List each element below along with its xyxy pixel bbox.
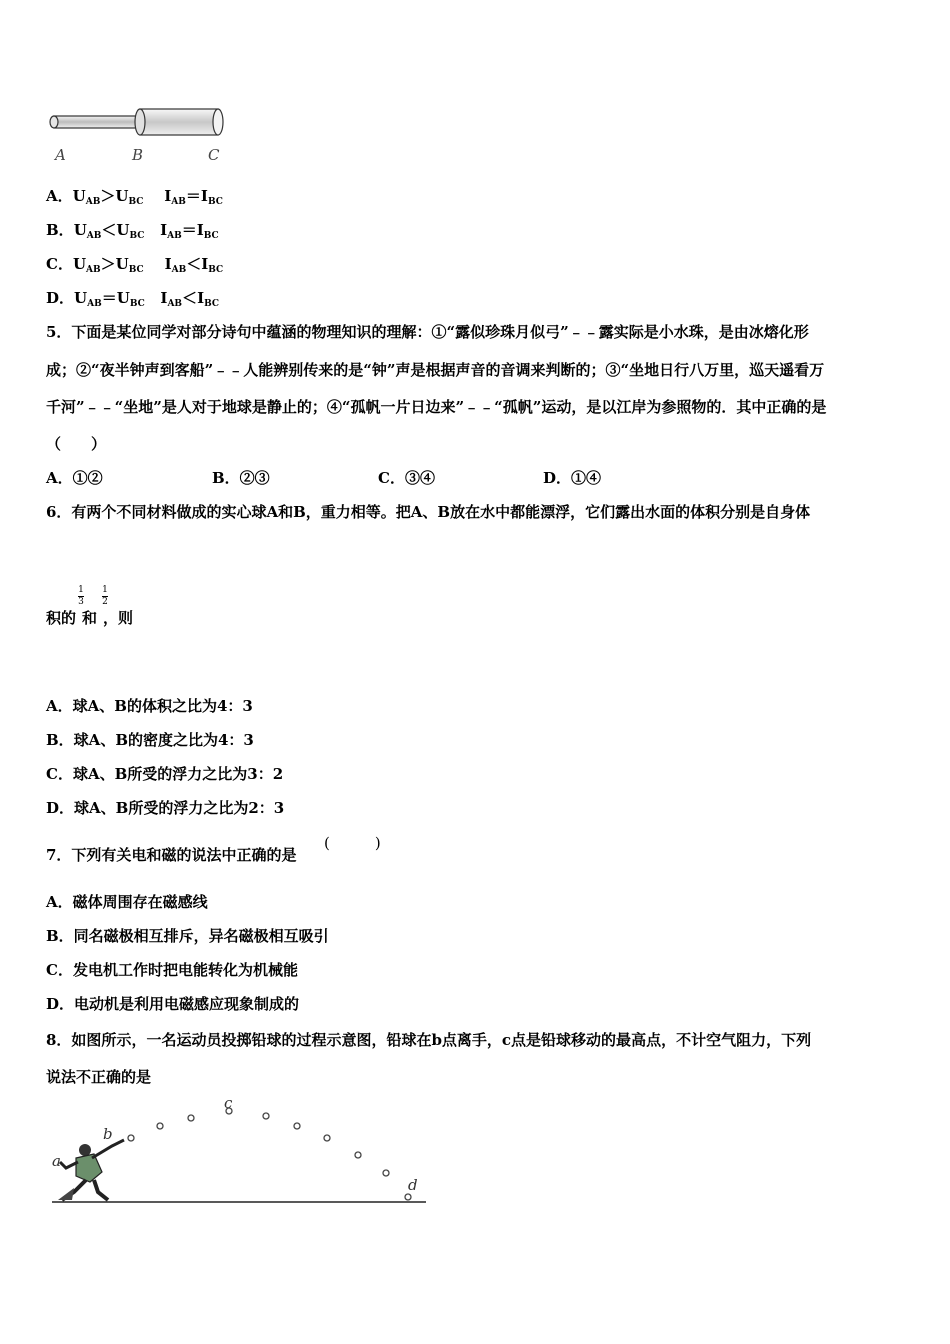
q5-answer-paren: （ ）: [46, 435, 107, 453]
ball-point: [157, 1123, 163, 1129]
shot-trajectory: [128, 1108, 411, 1200]
q6-option-b: B．球A、B的密度之比为4：3: [46, 731, 254, 749]
wire-label-a: A: [55, 146, 66, 164]
ball-point: [383, 1170, 389, 1176]
q8-stem-line-1: 8．如图所示，一名运动员投掷铅球的过程示意图，铅球在b点离手，c点是铅球移动的最高点，不计空气阻力，下列: [46, 1031, 812, 1049]
q6-stem-line-1: 6．有两个不同材料做成的实心球A和B，重力相等。把A、B放在水中都能漂浮，它们露出水面的体积分别是自身体: [46, 503, 811, 521]
q5-stem-line-2: 成；②“夜半钟声到客船”﹣﹣人能辨别传来的是“钟”声是根据声音的音调来判断的；③“坐地日行八万里，巡天遥看万: [46, 361, 825, 379]
point-label-b: b: [103, 1125, 113, 1143]
ball-point: [324, 1135, 330, 1141]
wire-thin-end: [50, 116, 58, 128]
q5-stem-line-1: 5．下面是某位同学对部分诗句中蕴涵的物理知识的理解：①“露似珍珠月似弓”﹣﹣露实际是小水珠，是由冰熔化形: [46, 323, 809, 341]
ball-point: [355, 1152, 361, 1158]
q8-stem-line-2: 说法不正确的是: [46, 1068, 152, 1086]
q7-answer-paren: ( ): [324, 834, 381, 852]
wire-label-b: B: [132, 146, 144, 164]
q6-option-d: D．球A、B所受的浮力之比为2：3: [46, 799, 285, 817]
q5-option-d: D．①④: [543, 469, 602, 487]
ball-point: [188, 1115, 194, 1121]
wire-thin-segment: [54, 116, 140, 128]
q5-option-b: B．②③: [212, 469, 270, 487]
q6-fraction-1: 1 3: [78, 585, 84, 607]
point-label-c: c: [224, 1094, 233, 1112]
point-label-a: a: [52, 1152, 61, 1170]
shot-put-figure: [46, 1092, 436, 1210]
q6-fraction-2: 1 2: [102, 585, 108, 607]
q7-stem: 7．下列有关电和磁的说法中正确的是: [46, 846, 297, 864]
q7-option-c: C．发电机工作时把电能转化为机械能: [46, 961, 298, 979]
q4-option-c: C．$U_{AB}>U_{BC}$ $I_{AB}<I_{BC}$: [46, 255, 224, 275]
wire-thick-end-left: [135, 109, 145, 135]
q4-option-a: A．$U_{AB}>U_{BC}$ $I_{AB}=I_{BC}$: [46, 187, 223, 207]
q7-option-a: A．磁体周围存在磁感线: [46, 893, 208, 911]
q6-option-c: C．球A、B所受的浮力之比为3：2: [46, 765, 284, 783]
q4-option-d: D．$U_{AB}=U_{BC}$ $I_{AB}<I_{BC}$: [46, 289, 220, 309]
wire-label-c: C: [208, 146, 220, 164]
wire-figure: [46, 104, 236, 144]
ball-point: [263, 1113, 269, 1119]
q6-stem-line-2: 积的 和 ，则: [46, 609, 134, 627]
wire-thick-segment: [140, 109, 218, 135]
q5-stem-line-3: 千河”﹣﹣“坐地”是人对于地球是静止的；④“孤帆一片日边来”﹣﹣“孤帆”运动，是以江岸为参照物的．其中正确的是: [46, 398, 827, 416]
q5-option-a: A．①②: [46, 469, 103, 487]
point-label-d: d: [408, 1176, 418, 1194]
q5-option-c: C．③④: [378, 469, 435, 487]
q7-option-b: B．同名磁极相互排斥，异名磁极相互吸引: [46, 927, 329, 945]
ball-point: [405, 1194, 411, 1200]
q4-option-b: B．$U_{AB}<U_{BC}$ $I_{AB}=I_{BC}$: [46, 221, 219, 241]
ball-point: [128, 1135, 134, 1141]
athlete-icon: [58, 1140, 124, 1200]
q7-option-d: D．电动机是利用电磁感应现象制成的: [46, 995, 300, 1013]
ball-point: [294, 1123, 300, 1129]
wire-thick-end-right: [213, 109, 223, 135]
q6-option-a: A．球A、B的体积之比为4：3: [46, 697, 253, 715]
